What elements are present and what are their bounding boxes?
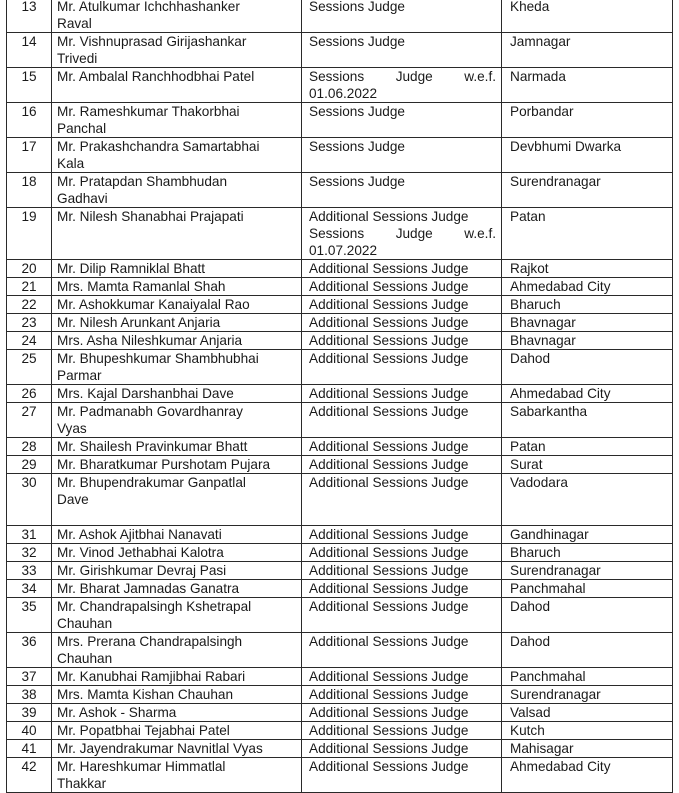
judge-name-line: Mr. Nilesh Arunkant Anjaria: [57, 315, 221, 330]
serial-number: 35: [7, 598, 52, 633]
judge-name-line: Mr. Bharat Jamnadas Ganatra: [57, 581, 240, 596]
station: Surat: [502, 456, 673, 474]
table-row: [7, 403, 673, 438]
serial-number: 17: [7, 138, 52, 173]
designation-line: Additional Sessions Judge: [309, 209, 469, 224]
serial-number: 25: [7, 350, 52, 385]
designation: [302, 332, 502, 350]
judge-name-line: Mr. Vinod Jethabhai Kalotra: [57, 545, 224, 560]
judge-name: [52, 68, 302, 103]
judge-name-line: Chauhan: [57, 616, 113, 631]
table-row: [7, 740, 673, 758]
judge-name-line: Gadhavi: [57, 191, 108, 206]
designation: [302, 0, 502, 33]
designation-line: Additional Sessions Judge: [309, 475, 469, 490]
designation-line: Additional Sessions Judge: [309, 404, 469, 419]
serial-number: 40: [7, 722, 52, 740]
judge-name: [52, 456, 302, 474]
designation-line: Additional Sessions Judge: [309, 457, 469, 472]
judge-name-line: Raval: [57, 16, 92, 31]
station: Mahisagar: [502, 740, 673, 758]
designation: [302, 173, 502, 208]
station: Bharuch: [502, 296, 673, 314]
designation: [302, 278, 502, 296]
designation-line: Additional Sessions Judge: [309, 279, 469, 294]
table-row: [7, 33, 673, 68]
designation: [302, 103, 502, 138]
table-row: [7, 704, 673, 722]
judge-name-line: Chauhan: [57, 651, 113, 666]
judge-name-line: Mr. Pratapdan Shambhudan: [57, 174, 228, 189]
judge-name-line: Mrs. Mamta Kishan Chauhan: [57, 687, 234, 702]
serial-number: 30: [7, 474, 52, 526]
designation: [302, 668, 502, 686]
station: Surendranagar: [502, 173, 673, 208]
station: Kutch: [502, 722, 673, 740]
station: Vadodara: [502, 474, 673, 526]
table-row: [7, 580, 673, 598]
judge-name: [52, 33, 302, 68]
judge-name-line: Mrs. Asha Nileshkumar Anjaria: [57, 333, 243, 348]
designation-line: Additional Sessions Judge: [309, 351, 469, 366]
designation: [302, 704, 502, 722]
table-row: [7, 332, 673, 350]
table-row: [7, 138, 673, 173]
judge-name: [52, 722, 302, 740]
judge-name-line: Mr. Hareshkumar Himmatlal: [57, 759, 226, 774]
judge-name: [52, 598, 302, 633]
judge-name: [52, 138, 302, 173]
judge-name-line: Mr. Girishkumar Devraj Pasi: [57, 563, 227, 578]
judge-name-line: Mr. Ashok - Sharma: [57, 705, 177, 720]
serial-number: 34: [7, 580, 52, 598]
serial-number: 41: [7, 740, 52, 758]
serial-number: 29: [7, 456, 52, 474]
judge-name-line: Mr. Bharatkumar Purshotam Pujara: [57, 457, 271, 472]
judge-name: [52, 633, 302, 668]
serial-number: 13: [7, 0, 52, 33]
judge-name-line: Panchal: [57, 121, 107, 136]
judge-name: [52, 208, 302, 260]
serial-number: 15: [7, 68, 52, 103]
designation: [302, 138, 502, 173]
table-row: [7, 350, 673, 385]
judge-name: [52, 740, 302, 758]
station: Surendranagar: [502, 686, 673, 704]
station: Panchmahal: [502, 668, 673, 686]
designation-line: Additional Sessions Judge: [309, 545, 469, 560]
judge-name: [52, 260, 302, 278]
designation: [302, 314, 502, 332]
table-row: [7, 278, 673, 296]
serial-number: 23: [7, 314, 52, 332]
designation-line: Additional Sessions Judge: [309, 687, 469, 702]
judges-table: [6, 0, 673, 793]
station: Dahod: [502, 633, 673, 668]
table-row: [7, 474, 673, 526]
designation-line: Additional Sessions Judge: [309, 581, 469, 596]
station: Bhavnagar: [502, 332, 673, 350]
station: Gandhinagar: [502, 526, 673, 544]
designation: [302, 686, 502, 704]
table-row: [7, 0, 673, 33]
station: Ahmedabad City: [502, 758, 673, 793]
table-row: [7, 722, 673, 740]
station: Ahmedabad City: [502, 385, 673, 403]
table-row: [7, 173, 673, 208]
serial-number: 37: [7, 668, 52, 686]
designation-line: Sessions Judge: [309, 139, 405, 154]
judge-name-line: Vyas: [57, 421, 87, 436]
table-row: [7, 456, 673, 474]
designation-line: Additional Sessions Judge: [309, 741, 469, 756]
serial-number: 16: [7, 103, 52, 138]
judge-name: [52, 474, 302, 526]
judge-name-line: Mr. Padmanabh Govardhanray: [57, 404, 243, 419]
judge-name: [52, 350, 302, 385]
station: Patan: [502, 438, 673, 456]
designation-line: Additional Sessions Judge: [309, 386, 469, 401]
judge-name-line: Mr. Ambalal Ranchhodbhai Patel: [57, 69, 255, 84]
table-row: [7, 314, 673, 332]
judge-name-line: Thakkar: [57, 776, 107, 791]
judge-name-line: Mr. Dilip Ramniklal Bhatt: [57, 261, 206, 276]
table-row: [7, 544, 673, 562]
serial-number: 32: [7, 544, 52, 562]
judge-name-line: Mr. Rameshkumar Thakorbhai: [57, 104, 240, 119]
judge-name-line: Mrs. Prerana Chandrapalsingh: [57, 634, 243, 649]
judge-name-line: Mr. Kanubhai Ramjibhai Rabari: [57, 669, 246, 684]
table-row: [7, 68, 673, 103]
judge-name: [52, 562, 302, 580]
table-row: [7, 686, 673, 704]
station: Jamnagar: [502, 33, 673, 68]
station: Ahmedabad City: [502, 278, 673, 296]
table-row: [7, 526, 673, 544]
designation: [302, 68, 502, 103]
judge-name: [52, 704, 302, 722]
station: Bharuch: [502, 544, 673, 562]
designation-line: Additional Sessions Judge: [309, 439, 469, 454]
station: Patan: [502, 208, 673, 260]
judge-name: [52, 668, 302, 686]
designation: [302, 350, 502, 385]
judge-name-line: Kala: [57, 156, 85, 171]
designation-line: Sessions Judge: [309, 174, 405, 189]
designation: [302, 438, 502, 456]
judge-name-line: Mrs. Mamta Ramanlal Shah: [57, 279, 226, 294]
table-row: [7, 758, 673, 793]
judge-name-line: Mr. Atulkumar Ichchhashanker: [57, 0, 240, 14]
judge-name: [52, 296, 302, 314]
judge-name-line: Mr. Popatbhai Tejabhai Patel: [57, 723, 230, 738]
designation-line: Sessions Judge w.e.f.: [309, 69, 496, 84]
station: Rajkot: [502, 260, 673, 278]
judge-name: [52, 580, 302, 598]
judge-name: [52, 438, 302, 456]
table-row: [7, 598, 673, 633]
judge-name-line: Mr. Bhupeshkumar Shambhubhai: [57, 351, 259, 366]
station: Bhavnagar: [502, 314, 673, 332]
serial-number: 20: [7, 260, 52, 278]
designation: [302, 208, 502, 260]
table-row: [7, 385, 673, 403]
designation-line: 01.07.2022: [309, 243, 378, 258]
serial-number: 14: [7, 33, 52, 68]
designation: [302, 260, 502, 278]
station: Narmada: [502, 68, 673, 103]
serial-number: 22: [7, 296, 52, 314]
judge-name-line: Mr. Ashokkumar Kanaiyalal Rao: [57, 297, 250, 312]
designation-line: Additional Sessions Judge: [309, 297, 469, 312]
serial-number: 28: [7, 438, 52, 456]
designation-line: Additional Sessions Judge: [309, 563, 469, 578]
designation-line: Sessions Judge w.e.f.: [309, 226, 496, 241]
designation: [302, 598, 502, 633]
serial-number: 33: [7, 562, 52, 580]
table-row: [7, 208, 673, 260]
designation: [302, 633, 502, 668]
table-row: [7, 668, 673, 686]
judge-name: [52, 544, 302, 562]
serial-number: 36: [7, 633, 52, 668]
judge-name: [52, 403, 302, 438]
designation: [302, 456, 502, 474]
judge-name: [52, 758, 302, 793]
serial-number: 38: [7, 686, 52, 704]
judge-name: [52, 278, 302, 296]
judge-name: [52, 0, 302, 33]
judge-name-line: Parmar: [57, 368, 102, 383]
station: Panchmahal: [502, 580, 673, 598]
designation-line: Additional Sessions Judge: [309, 705, 469, 720]
judge-name: [52, 526, 302, 544]
designation-line: Additional Sessions Judge: [309, 333, 469, 348]
station: Porbandar: [502, 103, 673, 138]
judge-name-line: Mr. Chandrapalsingh Kshetrapal: [57, 599, 252, 614]
designation-line: Sessions Judge: [309, 104, 405, 119]
judge-name-line: Mr. Jayendrakumar Navnitlal Vyas: [57, 741, 263, 756]
designation: [302, 474, 502, 526]
serial-number: 27: [7, 403, 52, 438]
judge-name-line: Mr. Ashok Ajitbhai Nanavati: [57, 527, 222, 542]
judge-name-line: Mr. Prakashchandra Samartabhai: [57, 139, 260, 154]
designation: [302, 562, 502, 580]
station: Sabarkantha: [502, 403, 673, 438]
serial-number: 24: [7, 332, 52, 350]
designation-line: Sessions Judge: [309, 34, 405, 49]
designation: [302, 526, 502, 544]
station: Dahod: [502, 598, 673, 633]
serial-number: 21: [7, 278, 52, 296]
judge-name: [52, 332, 302, 350]
judge-name-line: Mr. Vishnuprasad Girijashankar: [57, 34, 247, 49]
judge-name-line: Mr. Nilesh Shanabhai Prajapati: [57, 209, 244, 224]
designation-line: Additional Sessions Judge: [309, 599, 469, 614]
table-row: [7, 260, 673, 278]
station: Dahod: [502, 350, 673, 385]
judge-name-line: Mrs. Kajal Darshanbhai Dave: [57, 386, 234, 401]
table-row: [7, 562, 673, 580]
designation-line: Additional Sessions Judge: [309, 634, 469, 649]
serial-number: 31: [7, 526, 52, 544]
designation-line: Additional Sessions Judge: [309, 759, 469, 774]
designation-line: Additional Sessions Judge: [309, 261, 469, 276]
judge-name-line: Trivedi: [57, 51, 98, 66]
judge-name: [52, 314, 302, 332]
serial-number: 42: [7, 758, 52, 793]
serial-number: 39: [7, 704, 52, 722]
designation: [302, 580, 502, 598]
designation: [302, 544, 502, 562]
judge-name: [52, 173, 302, 208]
station: Valsad: [502, 704, 673, 722]
designation: [302, 385, 502, 403]
serial-number: 18: [7, 173, 52, 208]
table-row: [7, 103, 673, 138]
table-row: [7, 438, 673, 456]
designation-line: 01.06.2022: [309, 86, 378, 101]
designation-line: Additional Sessions Judge: [309, 669, 469, 684]
designation-line: Additional Sessions Judge: [309, 315, 469, 330]
table-row: [7, 296, 673, 314]
designation: [302, 296, 502, 314]
judge-name-line: Mr. Shailesh Pravinkumar Bhatt: [57, 439, 248, 454]
judge-name: [52, 686, 302, 704]
serial-number: 19: [7, 208, 52, 260]
station: Surendranagar: [502, 562, 673, 580]
designation-line: Sessions Judge: [309, 0, 405, 14]
serial-number: 26: [7, 385, 52, 403]
designation: [302, 722, 502, 740]
judge-name: [52, 385, 302, 403]
designation: [302, 758, 502, 793]
designation: [302, 403, 502, 438]
designation-line: Additional Sessions Judge: [309, 527, 469, 542]
judge-name-line: Mr. Bhupendrakumar Ganpatlal: [57, 475, 246, 490]
station: Devbhumi Dwarka: [502, 138, 673, 173]
judge-name: [52, 103, 302, 138]
table-row: [7, 633, 673, 668]
designation: [302, 33, 502, 68]
station: Kheda: [502, 0, 673, 33]
designation: [302, 740, 502, 758]
judges-table-body: [7, 0, 673, 793]
judge-name-line: Dave: [57, 492, 89, 507]
designation-line: Additional Sessions Judge: [309, 723, 469, 738]
